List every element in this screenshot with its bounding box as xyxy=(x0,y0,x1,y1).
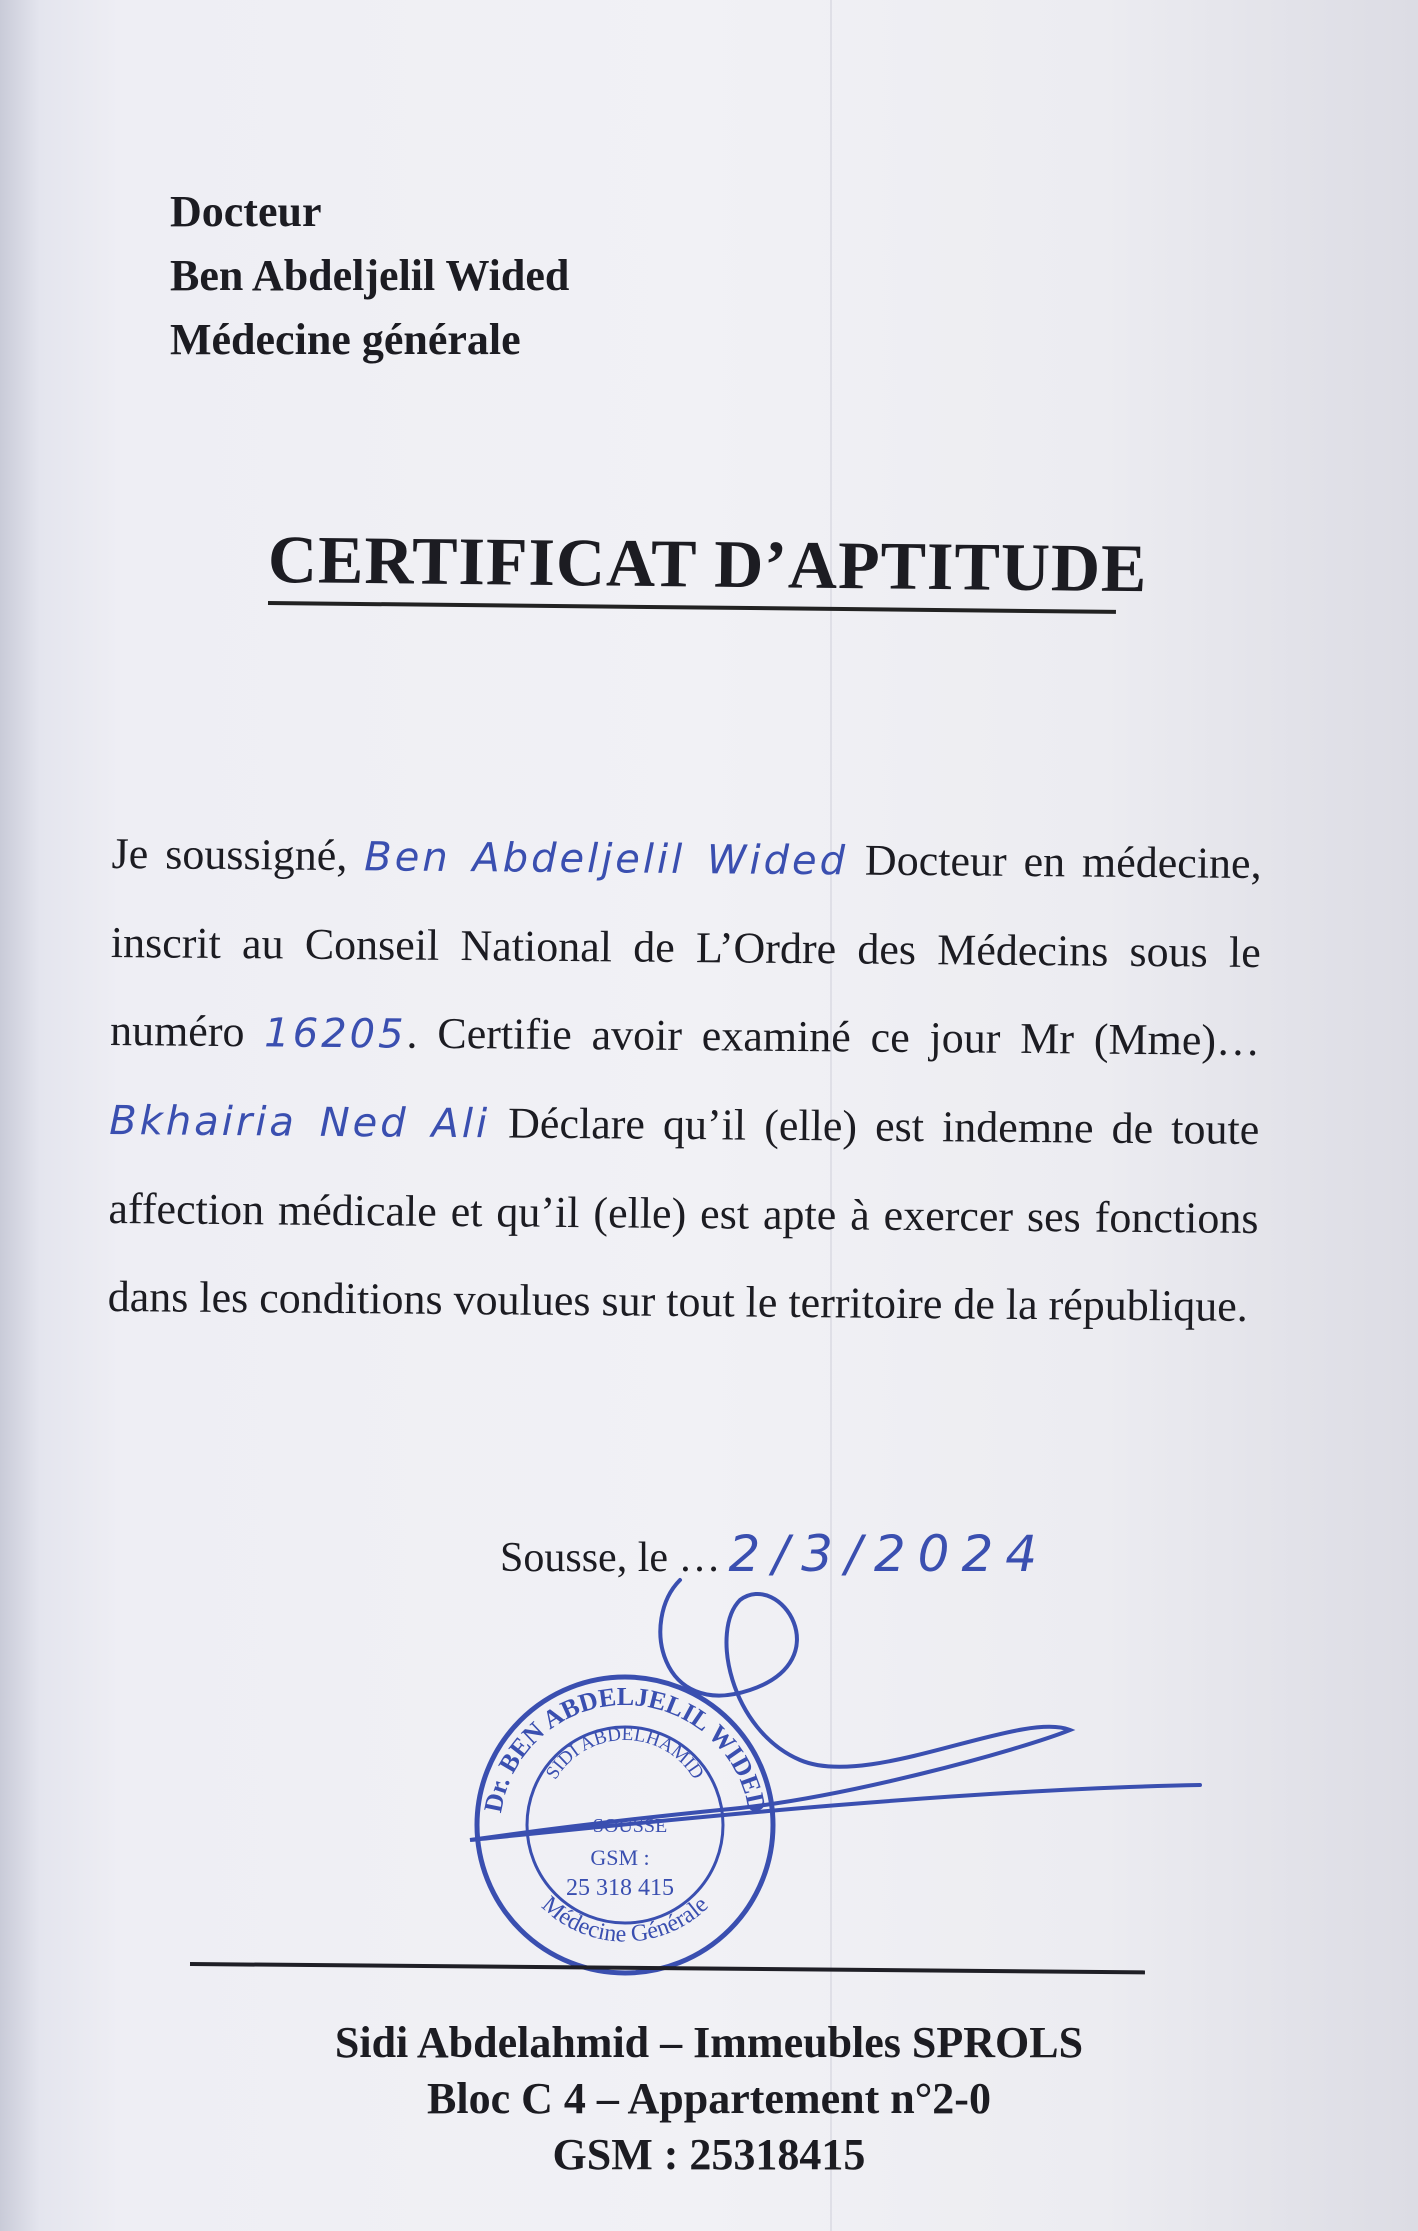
handwritten-date: 2/3/2024 xyxy=(728,1525,1050,1583)
stamp-outer-top-text: Dr. BEN ABDELJELIL WIDED xyxy=(478,1681,772,1815)
stamp-outer-bottom-text: Médecine Générale xyxy=(536,1891,714,1948)
body-intro: Je soussigné, xyxy=(111,828,348,881)
stamp-gsm-number: 25 318 415 xyxy=(566,1875,674,1901)
footer-address xyxy=(0,2015,1418,2183)
certificate-body xyxy=(107,810,1262,1351)
place-label: Sousse, le … xyxy=(500,1535,721,1581)
doctor-header xyxy=(170,180,569,372)
handwritten-doctor-name: Ben Abdeljelil Wided xyxy=(364,834,849,885)
stamp-city: SOUSSE xyxy=(592,1815,668,1837)
handwritten-patient-name: Bkhairia Ned Ali xyxy=(109,1097,491,1148)
body-declaration: Déclare qu’il (elle) est indemne de toute affection médicale et qu’il (elle) est apte à exercer ses fonctions dans les conditions voulues sur tout le territoire de la république. xyxy=(107,1098,1260,1331)
handwritten-signature xyxy=(420,1560,1220,1920)
stamp-inner-arc-text: SIDI ABDELHAMID xyxy=(541,1723,709,1784)
footer-address-line1: Sidi Abdelahmid – Immeubles SPROLS xyxy=(334,2018,1084,2067)
body-registration: Docteur en médecine, inscrit au Conseil National de L’Ordre des Médecins sous le numéro xyxy=(109,835,1262,1057)
stamp-gsm-label: GSM : xyxy=(590,1845,650,1870)
footer-phone: GSM : 25318415 xyxy=(552,2130,866,2179)
body-examined: . Certifie avoir examiné ce jour Mr (Mme)… xyxy=(406,1008,1261,1066)
header-doctor-name: Ben Abdeljelil Wided xyxy=(170,251,570,300)
document-title: CERTIFICAT D’APTITUDE xyxy=(267,521,1148,607)
handwritten-registration-number: 16205 xyxy=(264,1010,407,1058)
footer-address-line2: Bloc C 4 – Appartement n°2-0 xyxy=(427,2074,991,2123)
header-title: Docteur xyxy=(170,187,322,236)
header-specialty: Médecine générale xyxy=(170,315,521,364)
